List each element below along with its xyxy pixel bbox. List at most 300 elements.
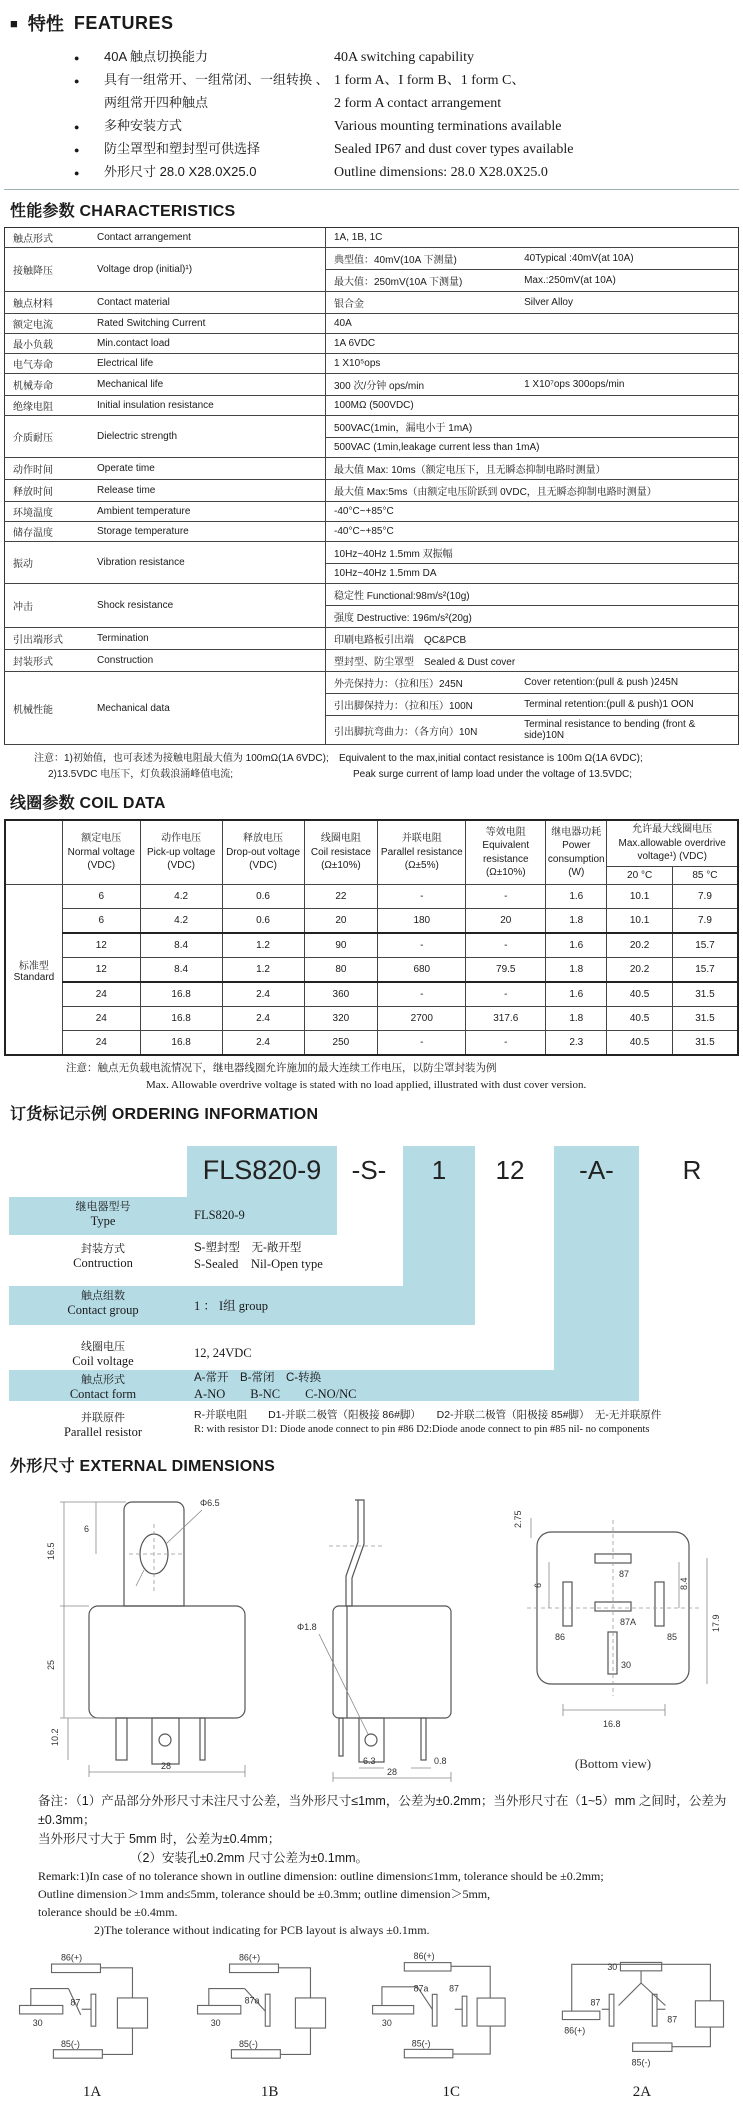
char-value: 10Hz~40Hz 1.5mm 双振幅 xyxy=(334,549,453,560)
pin-mid2-label: 87 xyxy=(667,2014,678,2025)
coil-cell: 10.1 xyxy=(607,885,673,909)
coil-cell: 0.6 xyxy=(222,909,304,934)
hdr-en: Normal voltage xyxy=(67,846,135,858)
coil-cell: 1.6 xyxy=(546,933,607,958)
hdr-cn: 等效电阻 xyxy=(485,826,526,838)
char-label-en: Release time xyxy=(95,480,326,502)
coil-cell: 10.1 xyxy=(607,909,673,934)
dim-bottom-width: 16.8 xyxy=(603,1719,621,1730)
dim-front-hole-offset: 6 xyxy=(84,1524,90,1535)
coil-cell: 24 xyxy=(62,982,140,1007)
dim-bottom-right: 8.4 xyxy=(679,1577,689,1591)
pin-bottom-label: 85(-) xyxy=(60,2039,80,2050)
ordering-value-contact-group: 1 ： I组 group xyxy=(194,1299,268,1314)
remark-en-3: tolerance should be ±0.4mm. xyxy=(38,1905,178,1920)
hdr-cn: 动作电压 xyxy=(161,833,202,845)
coil-cell: 20.2 xyxy=(607,958,673,983)
char-label-en: Dielectric strength xyxy=(95,416,326,458)
coil-cell: 16.8 xyxy=(140,1031,222,1056)
feature-cn: 具有一组常开、一组常闭、一组转换 、 xyxy=(104,72,329,87)
ordering-value-parallel-en: R: with resistor D1: Diode anode connect to pin #86 D2:Diode anode connect to pin #85 nil- no components xyxy=(194,1424,650,1436)
coil-cell: 250 xyxy=(304,1031,378,1056)
pin-bottom-label: 85(-) xyxy=(412,2038,431,2049)
coil-cell: 360 xyxy=(304,982,378,1007)
label-en: Contact group xyxy=(67,1303,139,1318)
note-cn: 注意：1)初始值，也可表述为接触电阻最大值为 100mΩ(1A 6VDC); xyxy=(34,753,329,764)
feature-en: Sealed IP67 and dust cover types available xyxy=(334,142,574,157)
table-row xyxy=(5,458,739,480)
table-row xyxy=(5,228,739,248)
char-label-cn: 触点形式 xyxy=(5,228,96,248)
pin-left-label: 30 xyxy=(32,2018,43,2029)
feature-item xyxy=(74,161,739,181)
char-value: 100MΩ (500VDC) xyxy=(334,400,414,411)
coil-note xyxy=(66,1061,739,1093)
feature-item xyxy=(74,115,739,135)
note-line xyxy=(34,751,739,767)
table-row xyxy=(5,1031,738,1056)
feature-cn: 40A 触点切换能力 xyxy=(104,49,209,64)
char-label-en: Voltage drop (initial)¹) xyxy=(95,248,326,292)
char-value-en: 1 X10⁷ops 300ops/min xyxy=(524,379,625,390)
ordering-label-parallel-resistor xyxy=(22,1409,184,1440)
coil-cell: 20 xyxy=(466,909,546,934)
section-divider xyxy=(4,189,739,190)
coil-group-label xyxy=(5,885,62,1056)
ordering-diagram xyxy=(4,1140,739,1445)
side-view-drawing xyxy=(271,1482,471,1782)
ordering-value-coil-voltage: 12, 24VDC xyxy=(194,1346,252,1361)
pin-mid1-label: 87 xyxy=(590,1997,601,2008)
pin-bottom-label: 85(-) xyxy=(631,2057,651,2068)
table-row xyxy=(5,650,739,672)
char-value-cn: 外壳保持力：（拉和压）245N xyxy=(334,679,463,690)
dim-bottom-top: 2.75 xyxy=(513,1510,523,1529)
ordering-label-contact-group xyxy=(22,1287,184,1318)
ordering-label-contact-form xyxy=(22,1371,184,1402)
coil-cell: 317.6 xyxy=(466,1007,546,1031)
char-label-en: Mechanical data xyxy=(95,672,326,745)
pin-left-label: 30 xyxy=(382,2018,393,2029)
char-value-en: Terminal retention:(pull & push)1 OON xyxy=(524,699,694,710)
table-row xyxy=(5,334,739,354)
char-label-cn: 额定电流 xyxy=(5,314,96,334)
coil-cell: 7.9 xyxy=(672,909,738,934)
char-value-en: Cover retention:(pull & push )245N xyxy=(524,677,679,688)
coil-cell: 90 xyxy=(304,933,378,958)
coil-group-header-cell xyxy=(5,820,62,885)
bullet-icon: ● xyxy=(74,53,80,63)
coil-cell: 40.5 xyxy=(607,1007,673,1031)
char-value-cn: 典型值：40mV(10A 下测量) xyxy=(334,255,457,266)
char-label-cn: 最小负载 xyxy=(5,334,96,354)
char-value: 10Hz~40Hz 1.5mm DA xyxy=(334,568,437,579)
table-row xyxy=(5,314,739,334)
label-cn: 继电器型号 xyxy=(75,1201,131,1214)
char-value: 1A, 1B, 1C xyxy=(334,232,383,243)
label-cn: 封装方式 xyxy=(81,1243,125,1256)
char-value-en: Silver Alloy xyxy=(524,297,573,308)
char-label-en: Storage temperature xyxy=(95,522,326,542)
coil-cell: 6 xyxy=(62,885,140,909)
coil-cell: - xyxy=(378,982,466,1007)
coil-cell: - xyxy=(378,885,466,909)
dimension-drawings xyxy=(34,1482,729,1782)
char-value: 1A 6VDC xyxy=(334,338,376,349)
char-label-en: Contact arrangement xyxy=(95,228,326,248)
ordering-value-contact-form-cn: A-常开 B-常闭 C-转换 xyxy=(194,1372,322,1385)
ordering-code-voltage: 12 xyxy=(495,1155,525,1186)
group-en: Standard xyxy=(13,971,55,983)
coil-cell: 1.8 xyxy=(546,1007,607,1031)
ordering-label-construction xyxy=(22,1240,184,1271)
char-value: 稳定性 Functional:98m/s²(10g) xyxy=(334,591,470,602)
pin-top-label: 86(+) xyxy=(413,1951,435,1962)
coil-cell: 680 xyxy=(378,958,466,983)
schematic-1b xyxy=(190,1949,350,2101)
coil-cell: 15.7 xyxy=(672,958,738,983)
hdr-unit: (Ω±10%) xyxy=(321,860,361,872)
dim-front-hole: Φ6.5 xyxy=(200,1498,220,1509)
label-en: Type xyxy=(90,1214,116,1229)
remarks xyxy=(38,1792,738,1939)
ordering-code-seal: -S- xyxy=(351,1155,387,1186)
feature-cn: 多种安装方式 xyxy=(104,118,183,133)
remark-cn-3: （2）安装孔±0.2mm 尺寸公差为±0.1mm。 xyxy=(130,1850,369,1865)
hdr-cn: 允许最大线圈电压 xyxy=(632,824,713,835)
feature-en: Various mounting terminations available xyxy=(334,119,562,134)
coil-cell: 20 xyxy=(304,909,378,934)
pin-mid2-label: 87 xyxy=(449,1983,460,1994)
coil-cell: 16.8 xyxy=(140,982,222,1007)
table-row xyxy=(5,502,739,522)
bullet-icon: ● xyxy=(74,122,80,132)
bullet-icon: ● xyxy=(74,168,80,178)
table-row xyxy=(5,909,738,934)
header-row xyxy=(5,820,738,866)
char-label-cn: 介质耐压 xyxy=(5,416,96,458)
coil-cell: 1.2 xyxy=(222,958,304,983)
dim-front-body-h: 25 xyxy=(46,1660,56,1671)
coil-cell: 8.4 xyxy=(140,933,222,958)
remark-en-1: Remark:1)In case of no tolerance shown in outline dimension: outline dimension≤1mm, tolerance should be ±0.2mm; xyxy=(38,1869,604,1884)
coil-cell: - xyxy=(466,885,546,909)
table-row xyxy=(5,584,739,628)
coil-cell: - xyxy=(466,1031,546,1056)
dim-bottom-height: 17.9 xyxy=(711,1614,721,1633)
coil-cell: 4.2 xyxy=(140,885,222,909)
char-label-cn: 机械性能 xyxy=(5,672,96,745)
coil-cell: - xyxy=(466,982,546,1007)
bottom-view-caption: (Bottom view) xyxy=(574,1756,652,1772)
front-view-drawing xyxy=(34,1482,262,1782)
coil-cell: 2.4 xyxy=(222,1031,304,1056)
char-value-cn: 最大值：250mV(10A 下测量) xyxy=(334,277,463,288)
feature-cn: 外形尺寸 28.0 X28.0X25.0 xyxy=(104,164,257,179)
feature-item xyxy=(74,138,739,158)
pin-mid-label: 87 xyxy=(70,1997,81,2008)
char-label-cn: 封装形式 xyxy=(5,650,96,672)
char-value-cn: 银合金 xyxy=(334,299,364,310)
char-label-en: Contact material xyxy=(95,292,326,314)
features-title-en: FEATURES xyxy=(73,12,174,33)
hdr-unit: (VDC) xyxy=(249,860,277,872)
table-row xyxy=(5,374,739,396)
coil-cell: 2.4 xyxy=(222,1007,304,1031)
coil-cell: 31.5 xyxy=(672,982,738,1007)
table-row xyxy=(5,982,738,1007)
char-value-cn: 引出脚抗弯曲力：（各方向）10N xyxy=(334,726,478,738)
char-value: 印刷电路板引出端 QC&PCB xyxy=(334,635,467,646)
coil-cell: 31.5 xyxy=(672,1007,738,1031)
hdr-en: Coil resistace xyxy=(310,846,371,858)
ordering-value-construction-en: S-Sealed Nil-Open type xyxy=(194,1257,323,1272)
char-label-cn: 振动 xyxy=(5,542,96,584)
table-row xyxy=(5,628,739,650)
pin-top-label: 86(+) xyxy=(238,1952,260,1963)
table-row xyxy=(5,292,739,314)
table-row xyxy=(5,248,739,292)
hdr-en: Max.allowable overdrive voltage¹) (VDC) xyxy=(618,837,726,862)
schematic-1c xyxy=(367,1949,535,2101)
feature-cn: 防尘罩型和塑封型可供选择 xyxy=(104,141,261,156)
char-value: 500VAC (1min,leakage current less than 1mA) xyxy=(334,442,540,453)
coil-cell: - xyxy=(378,1031,466,1056)
pin-mid-label: 87a xyxy=(244,1995,260,2006)
feature-item xyxy=(74,69,739,89)
char-label-cn: 接触降压 xyxy=(5,248,96,292)
dim-side-pin-w: 6.3 xyxy=(362,1756,376,1767)
coil-cell: 24 xyxy=(62,1031,140,1056)
coil-data-heading: 线圈参数 COIL DATA xyxy=(10,795,166,812)
coil-cell: 16.8 xyxy=(140,1007,222,1031)
table-row xyxy=(5,885,738,909)
char-label-en: Vibration resistance xyxy=(95,542,326,584)
ordering-code-resistor: R xyxy=(682,1155,702,1186)
coil-cell: 12 xyxy=(62,933,140,958)
hdr-temp-85: 85 °C xyxy=(672,866,738,885)
char-label-en: Mechanical life xyxy=(95,374,326,396)
ordering-code-group: 1 xyxy=(431,1155,447,1186)
char-label-en: Electrical life xyxy=(95,354,326,374)
coil-cell: 320 xyxy=(304,1007,378,1031)
dim-front-pin-h: 10.2 xyxy=(50,1728,60,1747)
coil-cell: 2.4 xyxy=(222,982,304,1007)
feature-en: 40A switching capability xyxy=(334,50,474,65)
coil-cell: 40.5 xyxy=(607,1031,673,1056)
feature-en: 2 form A contact arrangement xyxy=(334,96,502,111)
char-label-cn: 引出端形式 xyxy=(5,628,96,650)
label-cn: 并联原件 xyxy=(81,1412,125,1425)
label-en: Contact form xyxy=(69,1387,137,1402)
char-label-cn: 机械寿命 xyxy=(5,374,96,396)
coil-note-en: Max. Allowable overdrive voltage is stated with no load applied, illustrated with dust cover version. xyxy=(146,1078,587,1091)
ordering-value-construction-cn: S-塑封型 无-敞开型 xyxy=(194,1242,302,1255)
char-label-en: Rated Switching Current xyxy=(95,314,326,334)
dim-front-bracket-h: 16.5 xyxy=(46,1542,56,1561)
coil-cell: 0.6 xyxy=(222,885,304,909)
char-label-cn: 电气寿命 xyxy=(5,354,96,374)
coil-cell: 31.5 xyxy=(672,1031,738,1056)
table-row xyxy=(5,416,739,458)
ordering-heading: 订货标记示例 ORDERING INFORMATION xyxy=(10,1106,319,1124)
table-row xyxy=(5,672,739,745)
note-en: Peak surge current of lamp load under the voltage of 13.5VDC; xyxy=(353,768,633,780)
pin-mid1-label: 87a xyxy=(413,1983,429,1994)
bullet-icon: ● xyxy=(74,145,80,155)
pin-87a-label: 87A xyxy=(620,1617,637,1628)
coil-data-table xyxy=(4,819,739,1056)
char-value-en: Max.:250mV(at 10A) xyxy=(524,275,616,286)
schematic-1a xyxy=(12,1949,172,2101)
hdr-cn: 释放电压 xyxy=(243,833,284,845)
dim-front-width: 28 xyxy=(161,1761,172,1772)
remark-cn-2: 当外形尺寸大于 5mm 时，公差为±0.4mm； xyxy=(38,1831,281,1846)
feature-item xyxy=(74,46,739,66)
pin-30-label: 30 xyxy=(621,1660,632,1671)
char-value: 1 X10⁵ops xyxy=(334,358,381,369)
pin-top-label: 30 xyxy=(607,1962,618,1973)
feature-item xyxy=(74,92,739,112)
char-label-en: Operate time xyxy=(95,458,326,480)
hdr-en: Power consumption xyxy=(547,840,605,865)
pin-top-label: 86(+) xyxy=(60,1952,83,1963)
coil-cell: 20.2 xyxy=(607,933,673,958)
feature-en: Outline dimensions: 28.0 X28.0X25.0 xyxy=(334,165,548,180)
table-row xyxy=(5,1007,738,1031)
characteristics-table xyxy=(4,227,739,745)
wiring-schematics xyxy=(12,1949,731,2101)
table-row xyxy=(5,542,739,584)
ordering-label-type xyxy=(22,1198,184,1229)
label-cn: 线圈电压 xyxy=(81,1341,125,1354)
hdr-unit: (Ω±5%) xyxy=(404,860,439,872)
char-label-en: Ambient temperature xyxy=(95,502,326,522)
label-en: Contruction xyxy=(73,1256,133,1271)
coil-cell: 6 xyxy=(62,909,140,934)
coil-cell: 12 xyxy=(62,958,140,983)
char-value: 500VAC(1min，漏电小于 1mA) xyxy=(334,423,473,434)
char-value: 40A xyxy=(334,318,352,329)
hdr-en: Parallel resistance xyxy=(380,846,463,858)
characteristics-notes xyxy=(34,751,739,782)
hdr-cn: 并联电阻 xyxy=(401,833,442,845)
coil-note-cn: 注意：触点无负载电流情况下，继电器线圈允许施加的最大连续工作电压，以防尘罩封装为例 xyxy=(66,1062,497,1074)
coil-cell: - xyxy=(466,933,546,958)
coil-cell: 15.7 xyxy=(672,933,738,958)
schematic-label: 1C xyxy=(442,2084,461,2101)
bottom-view-drawing xyxy=(479,1482,729,1782)
coil-cell: 79.5 xyxy=(466,958,546,983)
hdr-cn: 额定电压 xyxy=(81,833,122,845)
coil-cell: 1.8 xyxy=(546,958,607,983)
coil-cell: 1.6 xyxy=(546,885,607,909)
dim-side-hole: Φ1.8 xyxy=(296,1622,317,1633)
note-line xyxy=(34,767,739,783)
coil-cell: 180 xyxy=(378,909,466,934)
schematic-label: 2A xyxy=(632,2084,652,2101)
schematic-label: 1A xyxy=(82,2084,102,2101)
ordering-code-type: FLS820-9 xyxy=(202,1155,322,1186)
pin-left-label: 30 xyxy=(210,2018,221,2029)
char-label-en: Shock resistance xyxy=(95,584,326,628)
characteristics-heading: 性能参数 CHARACTERISTICS xyxy=(10,203,236,220)
coil-cell: 1.8 xyxy=(546,909,607,934)
coil-cell: 22 xyxy=(304,885,378,909)
label-cn: 触点组数 xyxy=(81,1290,125,1303)
ordering-value-type: FLS820-9 xyxy=(194,1208,245,1223)
hdr-cn: 继电器功耗 xyxy=(551,826,602,838)
ordering-code-form: -A- xyxy=(579,1155,614,1186)
group-cn: 标准型 xyxy=(18,960,49,972)
coil-cell: 7.9 xyxy=(672,885,738,909)
label-en: Coil voltage xyxy=(72,1354,134,1369)
hdr-en: Pick-up voltage xyxy=(146,846,216,858)
ordering-value-parallel-cn: R-并联电阻 D1-并联二极管（阳极接 86#脚） D2-并联二极管（阳极接 85#脚） 无-无并联原件 xyxy=(194,1409,662,1422)
hdr-cn: 线圈电阻 xyxy=(320,833,361,845)
coil-cell: 4.2 xyxy=(140,909,222,934)
char-value: -40°C~+85°C xyxy=(334,506,394,517)
ordering-label-coil-voltage xyxy=(22,1338,184,1369)
char-value: 最大值 Max: 10ms（额定电压下，且无瞬态抑制电路时测量） xyxy=(334,465,606,476)
char-value-cn: 300 次/分钟 ops/min xyxy=(334,381,425,392)
pin-85-label: 85 xyxy=(667,1632,678,1643)
char-label-cn: 触点材料 xyxy=(5,292,96,314)
hdr-en: Drop-out voltage xyxy=(226,846,301,858)
bullet-icon: ● xyxy=(74,76,80,86)
hdr-unit: (Ω±10%) xyxy=(485,867,526,878)
table-row xyxy=(5,354,739,374)
char-value: 塑封型、防尘罩型 Sealed & Dust cover xyxy=(334,657,516,668)
hdr-temp-20: 20 °C xyxy=(607,866,673,885)
coil-cell: 1.6 xyxy=(546,982,607,1007)
table-row xyxy=(5,958,738,983)
pin-bottom-label: 85(-) xyxy=(238,2039,258,2050)
coil-cell: 2.3 xyxy=(546,1031,607,1056)
dim-bottom-left: 6 xyxy=(533,1583,543,1589)
hdr-unit: (VDC) xyxy=(167,860,196,872)
pin-left-label: 86(+) xyxy=(564,2025,586,2036)
coil-cell: - xyxy=(378,933,466,958)
char-label-en: Initial insulation resistance xyxy=(95,396,326,416)
pin-87-label: 87 xyxy=(619,1569,630,1580)
char-value-en: 40Typical :40mV(at 10A) xyxy=(524,253,634,264)
label-en: Parallel resistor xyxy=(63,1425,143,1440)
hdr-unit: (W) xyxy=(568,867,585,878)
coil-cell: 80 xyxy=(304,958,378,983)
char-value-en: Terminal resistance to bending (front & side)10N xyxy=(524,719,696,741)
note-en: Equivalent to the max,initial contact resistance is 100m Ω(1A 6VDC); xyxy=(339,753,643,764)
char-label-cn: 冲击 xyxy=(5,584,96,628)
ordering-value-contact-form-en: A-NO B-NC C-NO/NC xyxy=(194,1387,357,1402)
char-label-cn: 动作时间 xyxy=(5,458,96,480)
char-value-cn: 引出脚保持力：（拉和压）100N xyxy=(334,701,473,712)
square-bullet-icon: ■ xyxy=(10,15,18,31)
char-label-cn: 环境温度 xyxy=(5,502,96,522)
remark-en-2: Outline dimension＞1mm and≤5mm, tolerance should be ±0.3mm; outline dimension＞5mm, xyxy=(38,1887,491,1902)
schematic-2a xyxy=(553,1949,731,2101)
features-list xyxy=(74,46,739,181)
table-row xyxy=(5,933,738,958)
dim-side-pin-t: 0.8 xyxy=(433,1756,447,1767)
coil-cell: 40.5 xyxy=(607,982,673,1007)
coil-cell: 2700 xyxy=(378,1007,466,1031)
pin-86-label: 86 xyxy=(555,1632,566,1643)
note-cn: 2)13.5VDC 电压下，灯负载浪涌峰值电流; xyxy=(48,768,234,780)
feature-en: 1 form A、I form B、1 form C、 xyxy=(334,73,526,88)
char-value: 强度 Destructive: 196m/s²(20g) xyxy=(334,613,472,624)
table-row xyxy=(5,396,739,416)
